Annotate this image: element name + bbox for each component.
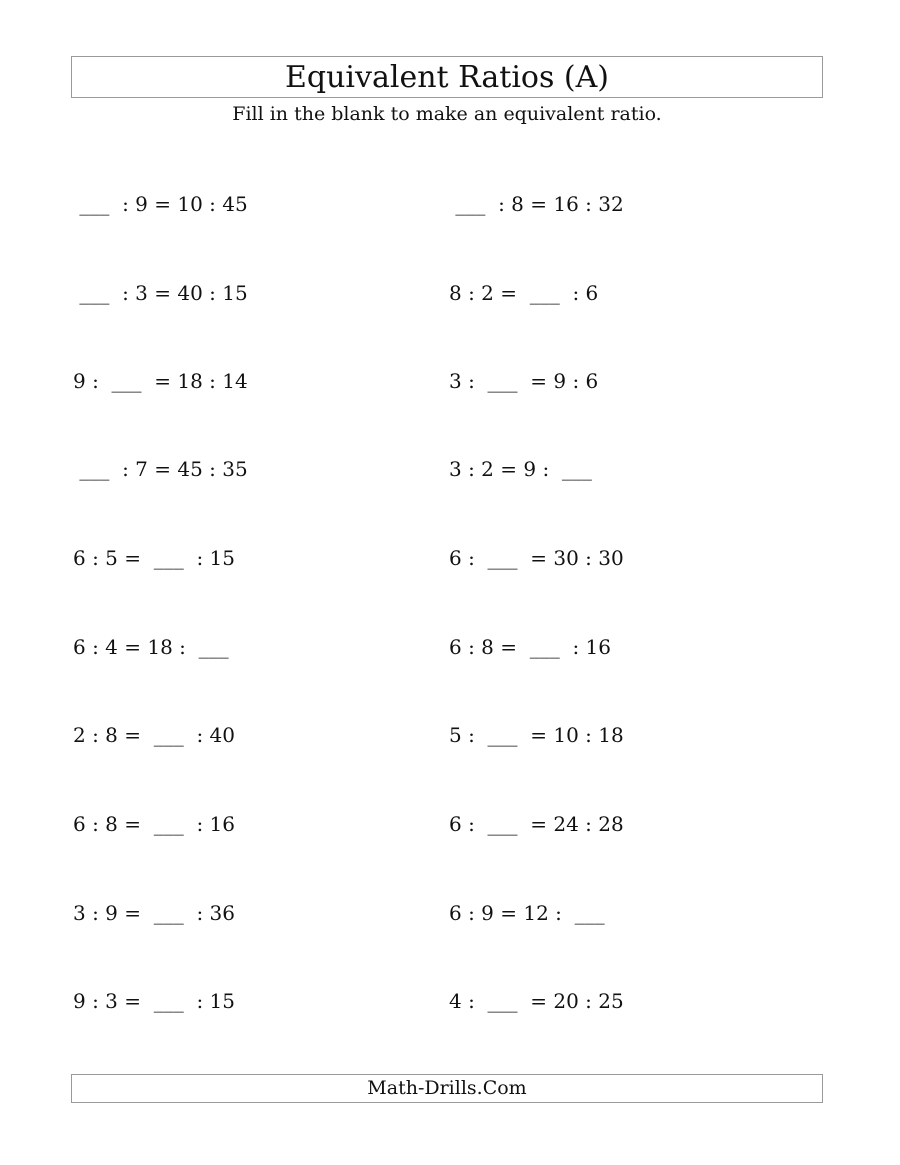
- problem-left-8: 6 : 8 = ___ : 16: [73, 812, 235, 836]
- problem-left-3: 9 : ___ = 18 : 14: [73, 369, 248, 393]
- problem-left-1: ___ : 9 = 10 : 45: [73, 192, 248, 216]
- problem-left-5: 6 : 5 = ___ : 15: [73, 546, 235, 570]
- page-title: Equivalent Ratios (A): [285, 60, 609, 95]
- problem-right-9: 6 : 9 = 12 : ___: [449, 901, 605, 925]
- instructions: Fill in the blank to make an equivalent ratio.: [232, 103, 662, 125]
- problem-right-2: 8 : 2 = ___ : 6: [449, 281, 599, 305]
- footer-credit: Math-Drills.Com: [367, 1077, 527, 1099]
- title-box: [71, 56, 823, 98]
- problem-right-10: 4 : ___ = 20 : 25: [449, 989, 624, 1013]
- problem-left-2: ___ : 3 = 40 : 15: [73, 281, 248, 305]
- problem-right-1: ___ : 8 = 16 : 32: [449, 192, 624, 216]
- problem-left-10: 9 : 3 = ___ : 15: [73, 989, 235, 1013]
- problem-right-3: 3 : ___ = 9 : 6: [449, 369, 599, 393]
- problem-left-9: 3 : 9 = ___ : 36: [73, 901, 235, 925]
- problem-left-6: 6 : 4 = 18 : ___: [73, 635, 229, 659]
- problem-right-6: 6 : 8 = ___ : 16: [449, 635, 611, 659]
- problem-right-8: 6 : ___ = 24 : 28: [449, 812, 624, 836]
- problem-left-4: ___ : 7 = 45 : 35: [73, 457, 248, 481]
- problem-left-7: 2 : 8 = ___ : 40: [73, 723, 235, 747]
- footer-box: [71, 1074, 823, 1103]
- problem-right-7: 5 : ___ = 10 : 18: [449, 723, 624, 747]
- problem-right-4: 3 : 2 = 9 : ___: [449, 457, 592, 481]
- problem-right-5: 6 : ___ = 30 : 30: [449, 546, 624, 570]
